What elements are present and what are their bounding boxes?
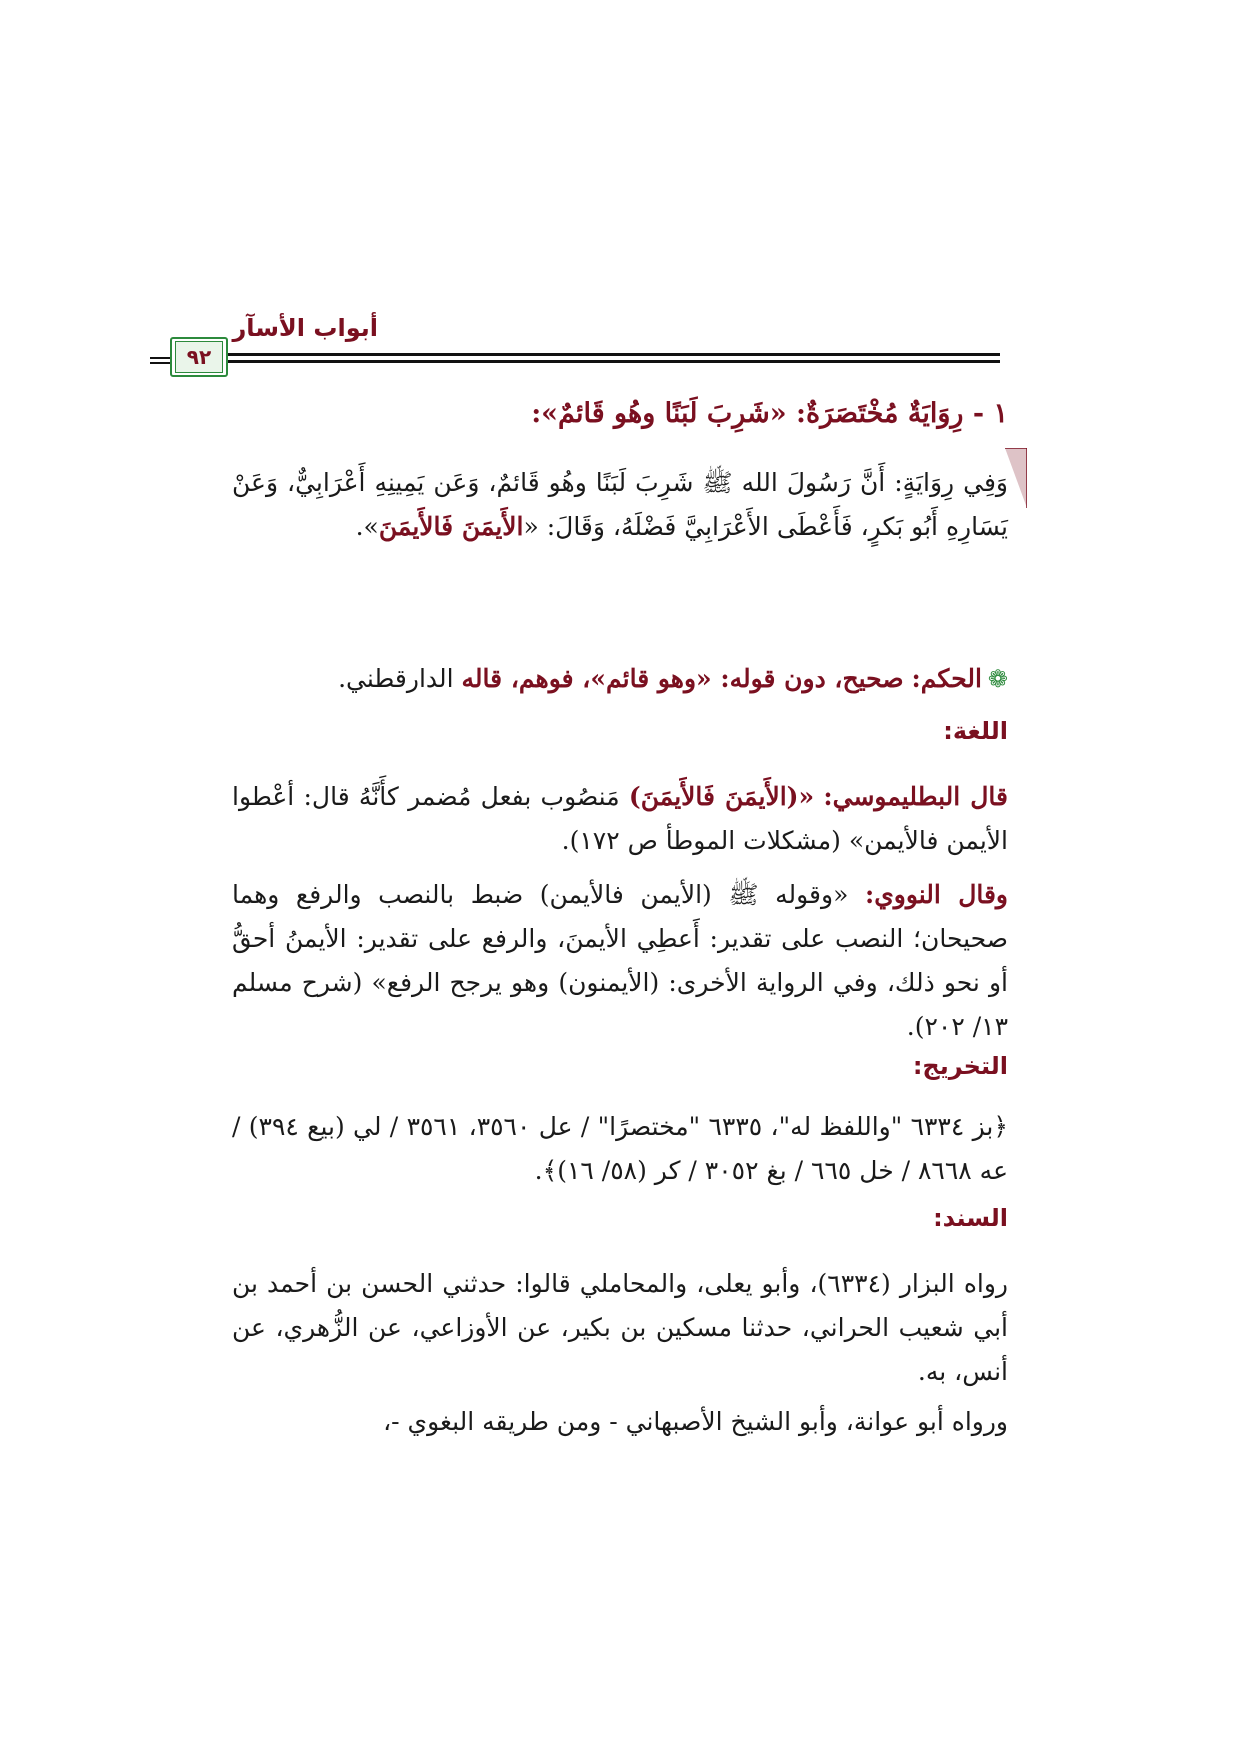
hukm-label: الحكم: xyxy=(911,664,982,693)
hadith-text-part1: وَفِي رِوَايَةٍ: أَنَّ رَسُولَ الله ﷺ شَرِبَ لَبَنًا وهُو قَائمٌ، وَعَن يَمِينِهِ أَعْرَابِيٌّ، وَعَنْ يَسَارِهِ أَبُو بَكرٍ، فَأَعْطَى الأَعْرَابِيَّ فَضْلَهُ، وَقَالَ: « xyxy=(232,468,1008,541)
hadith-bold: الأَيمَنَ فَالأَيمَنَ xyxy=(378,512,524,541)
hukm-line xyxy=(338,664,1008,693)
hadith-text-part2: ». xyxy=(355,512,379,541)
lugha-label: اللغة: xyxy=(943,717,1008,745)
page-number: ٩٢ xyxy=(175,341,223,373)
corner-ornament-icon xyxy=(1005,448,1027,508)
batalyusi-bold: «(الأَيمَنَ فَالأَيمَنَ) xyxy=(628,782,815,811)
sanad-paragraph-1: رواه البزار (٦٣٣٤)، وأبو يعلى، والمحاملي قالوا: حدثني الحسن بن أحمد بن أبي شعيب الحراني، حدثنا مسكين بن بكير، عن الأوزاعي، عن الزُّهري، عن أنس، به. xyxy=(232,1269,1009,1386)
sanad-label: السند: xyxy=(933,1204,1008,1232)
hadith-text xyxy=(232,461,1008,549)
sanad-paragraph-2: ورواه أبو عوانة، وأبو الشيخ الأصبهاني - ومن طريقه البغوي -، xyxy=(383,1407,1008,1436)
hukm-source: الدارقطني. xyxy=(338,664,454,693)
header-rule xyxy=(228,353,1000,367)
page-number-badge xyxy=(170,337,228,377)
batalyusi-text: مَنصُوب بفعل مُضمر كأَنَّهُ قال: أعْطوا الأيمن فالأيمن» (مشكلات الموطأ ص ١٧٢). xyxy=(232,782,1008,855)
lugha-nawawi xyxy=(232,873,1008,1049)
takhrij-text: ﴿بز ٦٣٣٤ "واللفظ له"، ٦٣٣٥ "مختصرًا" / عل ٣٥٦٠، ٣٥٦١ / لي (بيع ٣٩٤) / عه ٨٦٦٨ / خل ٦٦٥ / بغ ٣٠٥٢ / كر (٥٨/ ١٦)﴾. xyxy=(232,1112,1009,1185)
nawawi-text: «وقوله ﷺ (الأيمن فالأيمن) ضبط بالنصب والرفع وهما صحيحان؛ النصب على تقدير: أَعطِي الأيمنَ، والرفع على تقدير: الأيمنُ أحقُّ أو نحو ذلك، وفي الرواية الأخرى: (الأيمنون) وهو يرجح الرفع» (شرح مسلم ١٣/ ٢٠٢). xyxy=(232,880,1008,1041)
lugha-batalyusi xyxy=(232,775,1008,863)
header-rule-short xyxy=(150,357,170,365)
nawawi-label: وقال النووي: xyxy=(864,880,1008,909)
takhrij-label: التخريج: xyxy=(912,1052,1008,1080)
section-heading: ١ - رِوَايَةٌ مُخْتَصَرَةٌ: «شَرِبَ لَبَنًا وهُو قَائمٌ»: xyxy=(531,398,1008,429)
batalyusi-label: قال البطليموسي: xyxy=(823,782,1008,811)
flower-icon: ❁ xyxy=(987,665,1008,693)
hukm-verdict: صحيح، دون قوله: «وهو قائم»، فوهم، قاله xyxy=(461,664,904,693)
running-header-title: أبواب الأسآر xyxy=(232,314,378,342)
